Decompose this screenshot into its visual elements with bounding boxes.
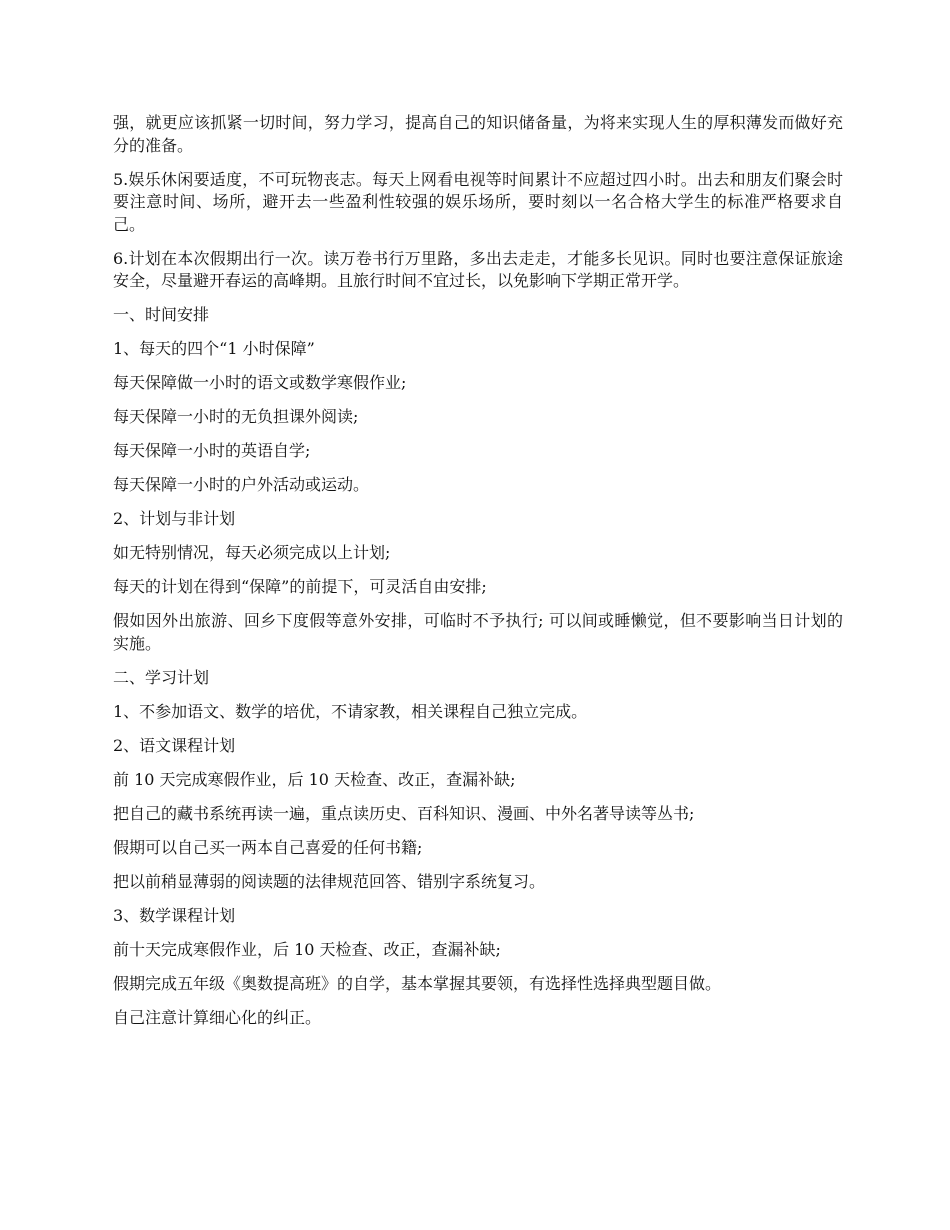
list-item: 把以前稍显薄弱的阅读题的法律规范回答、错别字系统复习。 [113,871,546,891]
list-item: 每天保障一小时的无负担课外阅读; [113,407,359,426]
paragraph-item-6: 6.计划在本次假期出行一次。读万卷书行万里路，多出去走走，才能多长见识。同时也要注意保证旅途安全，尽量避开春运的高峰期。且旅行时间不宜过长，以免影响下学期正常开学。 [113,248,843,290]
document-body [113,112,843,1041]
paragraph-continuation: 强，就更应该抓紧一切时间，努力学习，提高自己的知识储备量，为将来实现人生的厚积薄发而做好充分的准备。 [113,113,843,155]
list-item: 前十天完成寒假作业，后 10 天检查、改正，查漏补缺; [113,939,501,959]
list-item: 假期完成五年级《奥数提高班》的自学，基本掌握其要领，有选择性选择典型题目做。 [113,973,722,993]
list-item: 把自己的藏书系统再读一遍，重点读历史、百科知识、漫画、中外名著导读等丛书; [113,803,695,823]
list-item: 每天的计划在得到“保障”的前提下，可灵活自由安排; [113,577,487,596]
list-item: 假期可以自己买一两本自己喜爱的任何书籍; [113,837,423,857]
subheading-chinese-plan: 2、语文课程计划 [113,735,236,755]
subheading-daily-guarantees: 1、每天的四个“1 小时保障” [113,339,315,358]
list-item: 假如因外出旅游、回乡下度假等意外安排，可临时不予执行; 可以间或睡懒觉，但不要影响当日计划的实施。 [113,611,843,653]
heading-time-arrangement: 一、时间安排 [113,305,210,324]
list-item: 每天保障做一小时的语文或数学寒假作业; [113,373,407,392]
list-item: 每天保障一小时的户外活动或运动。 [113,475,370,494]
list-item: 如无特别情况，每天必须完成以上计划; [113,543,391,562]
list-item: 每天保障一小时的英语自学; [113,441,311,460]
subheading-plan-vs-nonplan: 2、计划与非计划 [113,509,236,528]
heading-study-plan: 二、学习计划 [113,667,210,687]
list-item: 自己注意计算细心化的纠正。 [113,1007,322,1027]
subheading-math-plan: 3、数学课程计划 [113,905,236,925]
paragraph-item-5: 5.娱乐休闲要适度，不可玩物丧志。每天上网看电视等时间累计不应超过四小时。出去和朋友们聚会时要注意时间、场所，避开去一些盈利性较强的娱乐场所，要时刻以一名合格大学生的标准严格要求自己。 [113,169,843,234]
list-item: 前 10 天完成寒假作业，后 10 天检查、改正，查漏补缺; [113,769,516,789]
list-item: 1、不参加语文、数学的培优，不请家教，相关课程自己独立完成。 [113,701,588,721]
